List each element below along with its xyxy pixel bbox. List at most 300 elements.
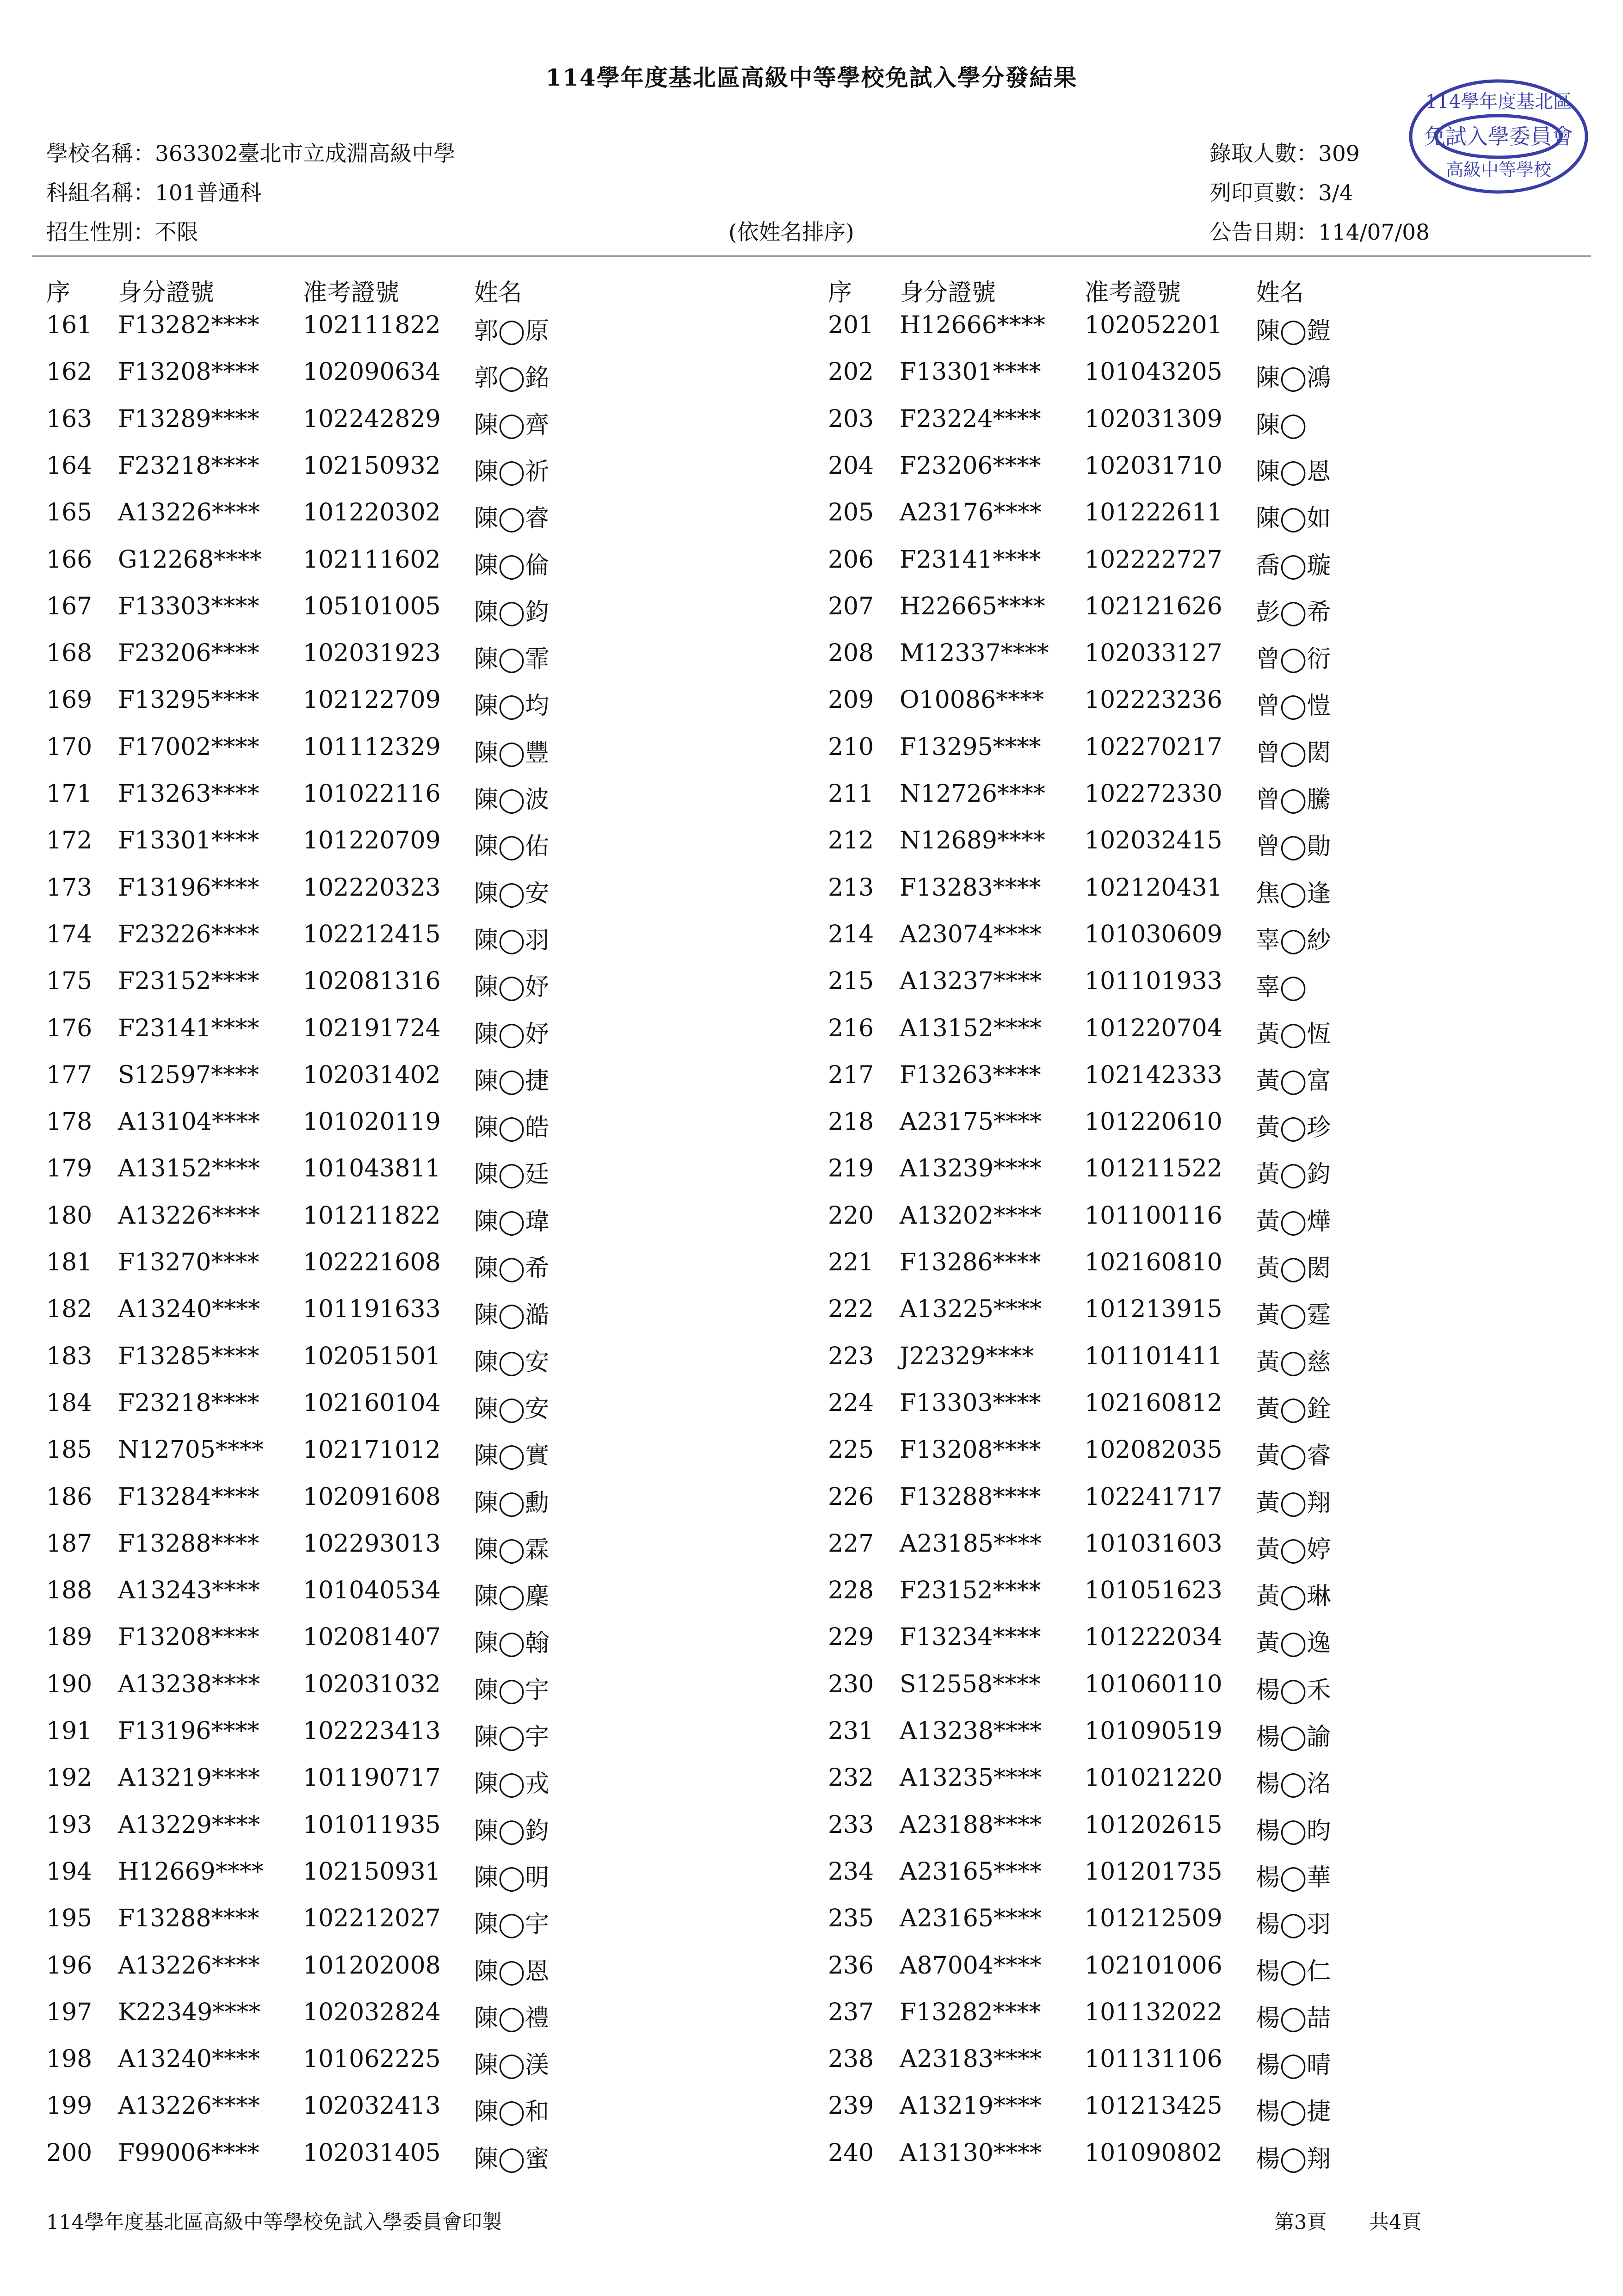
cell-id: F13234**** bbox=[900, 1623, 1041, 1652]
cell-exam: 102082035 bbox=[1085, 1436, 1222, 1464]
cell-id: F23218**** bbox=[118, 452, 259, 480]
cell-id: F13283**** bbox=[900, 873, 1041, 902]
cell-seq: 234 bbox=[828, 1857, 874, 1886]
cell-exam: 101101933 bbox=[1085, 967, 1222, 996]
cell-name: 陳◯恩 bbox=[1256, 458, 1331, 486]
cell-seq: 190 bbox=[46, 1670, 93, 1698]
cell-exam: 101220302 bbox=[303, 499, 441, 527]
cell-id: F17002**** bbox=[118, 733, 259, 761]
cell-seq: 203 bbox=[828, 405, 874, 433]
cell-name: 陳◯瑋 bbox=[474, 1207, 549, 1236]
cell-seq: 228 bbox=[828, 1577, 874, 1605]
cell-name: 郭◯原 bbox=[474, 317, 549, 345]
cell-seq: 161 bbox=[46, 311, 93, 339]
cell-seq: 221 bbox=[828, 1249, 874, 1276]
cell-seq: 235 bbox=[828, 1905, 874, 1933]
cell-seq: 209 bbox=[828, 686, 874, 714]
cell-id: A13229**** bbox=[118, 1811, 260, 1839]
cell-exam: 102223236 bbox=[1085, 686, 1222, 714]
cell-id: A13219**** bbox=[900, 2092, 1042, 2120]
cell-exam: 102212027 bbox=[303, 1905, 441, 1933]
cell-name: 陳◯鈞 bbox=[474, 598, 549, 626]
cell-seq: 189 bbox=[46, 1623, 93, 1652]
cell-seq: 171 bbox=[46, 780, 93, 808]
cell-exam: 101202008 bbox=[303, 1951, 441, 1980]
cell-name: 楊◯洺 bbox=[1256, 1770, 1331, 1798]
cell-exam: 102090634 bbox=[303, 358, 441, 386]
cell-seq: 178 bbox=[46, 1108, 93, 1136]
cell-id: A13226**** bbox=[118, 499, 260, 527]
cell-name: 陳◯安 bbox=[474, 1395, 549, 1423]
cell-exam: 101191633 bbox=[303, 1295, 441, 1324]
cell-exam: 101090802 bbox=[1085, 2139, 1222, 2167]
cell-exam: 101211522 bbox=[1085, 1155, 1222, 1183]
cell-name: 陳◯倫 bbox=[474, 551, 549, 580]
cell-id: S12597**** bbox=[118, 1061, 259, 1089]
cell-name: 陳◯鈞 bbox=[474, 1817, 549, 1845]
cell-name: 陳◯宇 bbox=[474, 1723, 549, 1751]
cell-name: 陳◯麇 bbox=[474, 1583, 549, 1611]
cell-name: 陳◯蜜 bbox=[474, 2145, 549, 2173]
cell-id: A23183**** bbox=[900, 2045, 1042, 2073]
cell-id: F13208**** bbox=[118, 1623, 259, 1652]
cell-seq: 219 bbox=[828, 1155, 874, 1183]
cell-seq: 195 bbox=[46, 1905, 93, 1933]
cell-name: 黃◯慈 bbox=[1256, 1348, 1331, 1376]
cell-id: A13104**** bbox=[118, 1108, 260, 1136]
cell-exam: 101211822 bbox=[303, 1201, 441, 1230]
cell-exam: 102091608 bbox=[303, 1483, 441, 1511]
cell-name: 楊◯捷 bbox=[1256, 2098, 1331, 2126]
cell-id: F13303**** bbox=[118, 592, 259, 620]
cell-seq: 207 bbox=[828, 592, 874, 620]
col-seq-right: 序 bbox=[828, 279, 852, 307]
cell-exam: 102051501 bbox=[303, 1342, 441, 1370]
col-name-left: 姓名 bbox=[474, 279, 523, 307]
cell-seq: 213 bbox=[828, 873, 874, 902]
col-exam-right: 准考證號 bbox=[1085, 279, 1181, 307]
cell-seq: 223 bbox=[828, 1342, 874, 1370]
cell-name: 陳◯妤 bbox=[474, 1020, 549, 1048]
cell-exam: 101051623 bbox=[1085, 1577, 1222, 1605]
cell-exam: 102032413 bbox=[303, 2092, 441, 2120]
cell-seq: 220 bbox=[828, 1201, 874, 1230]
cell-exam: 102031405 bbox=[303, 2139, 441, 2167]
cell-name: 黃◯富 bbox=[1256, 1067, 1331, 1095]
cell-name: 曾◯愷 bbox=[1256, 692, 1331, 720]
cell-id: A23175**** bbox=[900, 1108, 1042, 1136]
cell-seq: 187 bbox=[46, 1529, 93, 1558]
cell-seq: 208 bbox=[828, 639, 874, 668]
cell-id: A13202**** bbox=[900, 1201, 1042, 1230]
cell-id: A13226**** bbox=[118, 2092, 260, 2120]
cell-seq: 163 bbox=[46, 405, 93, 433]
cell-seq: 214 bbox=[828, 920, 874, 948]
footer-page: 第3頁 bbox=[1274, 2211, 1327, 2234]
cell-exam: 101030609 bbox=[1085, 920, 1222, 948]
cell-exam: 102121626 bbox=[1085, 592, 1222, 620]
cell-seq: 238 bbox=[828, 2045, 874, 2073]
cell-id: A13238**** bbox=[900, 1717, 1042, 1745]
cell-name: 陳◯佑 bbox=[474, 833, 549, 861]
cell-id: F99006**** bbox=[118, 2139, 259, 2167]
cell-name: 曾◯衍 bbox=[1256, 645, 1331, 674]
cell-name: 陳◯鎧 bbox=[1256, 317, 1331, 345]
cell-name: 陳◯鴻 bbox=[1256, 364, 1331, 392]
cell-id: F23141**** bbox=[118, 1014, 259, 1042]
cell-exam: 102031710 bbox=[1085, 452, 1222, 480]
col-seq-left: 序 bbox=[46, 279, 71, 307]
cell-exam: 102031032 bbox=[303, 1670, 441, 1698]
cell-name: 陳◯明 bbox=[474, 1863, 549, 1892]
cell-exam: 102223413 bbox=[303, 1717, 441, 1745]
cell-seq: 206 bbox=[828, 545, 874, 574]
cell-exam: 101131106 bbox=[1085, 2045, 1222, 2073]
cell-seq: 164 bbox=[46, 452, 93, 480]
cell-seq: 182 bbox=[46, 1295, 93, 1324]
cell-id: F23206**** bbox=[900, 452, 1041, 480]
cell-id: A13235**** bbox=[900, 1764, 1042, 1792]
cell-id: F13289**** bbox=[118, 405, 259, 433]
committee-seal bbox=[1406, 76, 1591, 197]
cell-exam: 102032824 bbox=[303, 1998, 441, 2026]
cell-name: 陳◯皓 bbox=[474, 1114, 549, 1142]
cell-exam: 101043205 bbox=[1085, 358, 1222, 386]
cell-id: N12705**** bbox=[118, 1436, 264, 1464]
cell-exam: 102033127 bbox=[1085, 639, 1222, 668]
cell-id: F23141**** bbox=[900, 545, 1041, 574]
page-title: 114學年度基北區高級中等學校免試入學分發結果 bbox=[545, 64, 1078, 91]
cell-id: A13243**** bbox=[118, 1577, 260, 1605]
cell-name: 黃◯珍 bbox=[1256, 1114, 1331, 1142]
cell-exam: 101031603 bbox=[1085, 1529, 1222, 1558]
cell-seq: 227 bbox=[828, 1529, 874, 1558]
cell-id: F13303**** bbox=[900, 1389, 1041, 1417]
cell-exam: 101201735 bbox=[1085, 1857, 1222, 1886]
cell-name: 陳◯霖 bbox=[474, 1535, 549, 1564]
cell-name: 黃◯睿 bbox=[1256, 1442, 1331, 1470]
cell-id: G12268**** bbox=[118, 545, 262, 574]
cell-name: 楊◯喆 bbox=[1256, 2004, 1331, 2032]
cell-seq: 172 bbox=[46, 827, 93, 855]
cell-exam: 101220610 bbox=[1085, 1108, 1222, 1136]
cell-name: 楊◯仁 bbox=[1256, 1957, 1331, 1986]
cell-name: 陳◯勳 bbox=[474, 1489, 549, 1517]
cell-seq: 177 bbox=[46, 1061, 93, 1089]
cell-seq: 212 bbox=[828, 827, 874, 855]
cell-id: N12689**** bbox=[900, 827, 1045, 855]
cell-exam: 102160810 bbox=[1085, 1249, 1222, 1276]
cell-seq: 222 bbox=[828, 1295, 874, 1324]
announce-date: 公告日期：114/07/08 bbox=[1210, 220, 1430, 245]
cell-id: F23152**** bbox=[118, 967, 259, 996]
cell-name: 楊◯昀 bbox=[1256, 1817, 1331, 1845]
cell-id: F13196**** bbox=[118, 873, 259, 902]
cell-seq: 180 bbox=[46, 1201, 93, 1230]
cell-id: H22665**** bbox=[900, 592, 1045, 620]
cell-exam: 102220323 bbox=[303, 873, 441, 902]
cell-seq: 211 bbox=[828, 780, 874, 808]
cell-exam: 102242829 bbox=[303, 405, 441, 433]
cell-seq: 192 bbox=[46, 1764, 93, 1792]
cell-name: 彭◯希 bbox=[1256, 598, 1331, 626]
cell-id: F23226**** bbox=[118, 920, 259, 948]
cell-seq: 188 bbox=[46, 1577, 93, 1605]
school-name: 學校名稱：363302臺北市立成淵高級中學 bbox=[46, 141, 456, 167]
cell-name: 黃◯逸 bbox=[1256, 1629, 1331, 1658]
cell-seq: 210 bbox=[828, 733, 874, 761]
cell-id: F13284**** bbox=[118, 1483, 259, 1511]
cell-id: O10086**** bbox=[900, 686, 1044, 714]
cell-exam: 102111822 bbox=[303, 311, 441, 339]
cell-exam: 102160812 bbox=[1085, 1389, 1222, 1417]
cell-seq: 197 bbox=[46, 1998, 93, 2026]
cell-id: F13288**** bbox=[118, 1529, 259, 1558]
cell-id: F13263**** bbox=[900, 1061, 1041, 1089]
cell-seq: 181 bbox=[46, 1249, 93, 1276]
cell-name: 陳◯翰 bbox=[474, 1629, 549, 1658]
cell-id: A13237**** bbox=[900, 967, 1042, 996]
cell-seq: 204 bbox=[828, 452, 874, 480]
cell-exam: 102191724 bbox=[303, 1014, 441, 1042]
cell-seq: 218 bbox=[828, 1108, 874, 1136]
cell-name: 黃◯霆 bbox=[1256, 1301, 1331, 1330]
cell-seq: 176 bbox=[46, 1014, 93, 1042]
cell-id: A87004**** bbox=[900, 1951, 1042, 1980]
cell-name: 陳◯妤 bbox=[474, 973, 549, 1002]
cell-exam: 102031402 bbox=[303, 1061, 441, 1089]
cell-name: 郭◯銘 bbox=[474, 364, 549, 392]
col-id-left: 身分證號 bbox=[118, 279, 215, 307]
cell-id: A13152**** bbox=[900, 1014, 1042, 1042]
cell-seq: 239 bbox=[828, 2092, 874, 2120]
cell-exam: 101060110 bbox=[1085, 1670, 1222, 1698]
cell-id: F13295**** bbox=[118, 686, 259, 714]
cell-name: 陳◯廷 bbox=[474, 1161, 549, 1189]
cell-seq: 226 bbox=[828, 1483, 874, 1511]
cell-seq: 191 bbox=[46, 1717, 93, 1745]
cell-id: A13240**** bbox=[118, 1295, 260, 1324]
seal-bottom-text: 高級中等學校 bbox=[1445, 160, 1552, 180]
cell-exam: 102160104 bbox=[303, 1389, 441, 1417]
cell-seq: 184 bbox=[46, 1389, 93, 1417]
cell-exam: 101213425 bbox=[1085, 2092, 1222, 2120]
cell-exam: 102150931 bbox=[303, 1857, 441, 1886]
cell-exam: 105101005 bbox=[303, 592, 441, 620]
cell-name: 陳◯波 bbox=[474, 786, 549, 814]
cell-id: A23165**** bbox=[900, 1857, 1042, 1886]
cell-id: F13196**** bbox=[118, 1717, 259, 1745]
cell-exam: 101202615 bbox=[1085, 1811, 1222, 1839]
cell-name: 陳◯羽 bbox=[474, 926, 549, 954]
cell-id: A13226**** bbox=[118, 1951, 260, 1980]
cell-id: F13270**** bbox=[118, 1249, 259, 1276]
cell-exam: 102150932 bbox=[303, 452, 441, 480]
cell-name: 陳◯和 bbox=[474, 2098, 549, 2126]
cell-name: 陳◯渼 bbox=[474, 2051, 549, 2079]
cell-name: 黃◯燁 bbox=[1256, 1207, 1331, 1236]
cell-name: 楊◯羽 bbox=[1256, 1911, 1331, 1939]
cell-seq: 196 bbox=[46, 1951, 93, 1980]
seal-middle-text: 免試入學委員會 bbox=[1424, 124, 1573, 149]
sort-note: (依姓名排序) bbox=[728, 220, 854, 245]
cell-seq: 237 bbox=[828, 1998, 874, 2026]
cell-name: 黃◯閎 bbox=[1256, 1255, 1331, 1282]
cell-name: 楊◯華 bbox=[1256, 1863, 1331, 1892]
cell-exam: 102272330 bbox=[1085, 780, 1222, 808]
cell-id: A13240**** bbox=[118, 2045, 260, 2073]
cell-id: A13238**** bbox=[118, 1670, 260, 1698]
cell-name: 陳◯霏 bbox=[474, 645, 549, 674]
cell-id: F13282**** bbox=[118, 311, 259, 339]
cell-id: F23218**** bbox=[118, 1389, 259, 1417]
print-pages: 列印頁數：3/4 bbox=[1210, 180, 1353, 206]
cell-name: 辜◯ bbox=[1256, 973, 1307, 1002]
cell-name: 黃◯銓 bbox=[1256, 1395, 1331, 1423]
cell-name: 陳◯ bbox=[1256, 411, 1307, 439]
cell-seq: 169 bbox=[46, 686, 93, 714]
cell-seq: 217 bbox=[828, 1061, 874, 1089]
cell-seq: 230 bbox=[828, 1670, 874, 1698]
cell-id: J22329**** bbox=[900, 1342, 1034, 1370]
cell-seq: 229 bbox=[828, 1623, 874, 1652]
cell-seq: 185 bbox=[46, 1436, 93, 1464]
cell-id: A13130**** bbox=[900, 2139, 1042, 2167]
cell-exam: 102171012 bbox=[303, 1436, 441, 1464]
cell-id: F23206**** bbox=[118, 639, 259, 668]
cell-seq: 166 bbox=[46, 545, 93, 574]
cell-exam: 101132022 bbox=[1085, 1998, 1222, 2026]
cell-exam: 102212415 bbox=[303, 920, 441, 948]
cell-exam: 101222034 bbox=[1085, 1623, 1222, 1652]
cell-seq: 186 bbox=[46, 1483, 93, 1511]
footer-total: 共4頁 bbox=[1369, 2211, 1422, 2234]
cell-exam: 101101411 bbox=[1085, 1342, 1222, 1370]
cell-name: 陳◯希 bbox=[474, 1255, 549, 1282]
cell-id: A13152**** bbox=[118, 1155, 260, 1183]
cell-exam: 101213915 bbox=[1085, 1295, 1222, 1324]
cell-seq: 205 bbox=[828, 499, 874, 527]
cell-name: 陳◯戎 bbox=[474, 1770, 549, 1798]
cell-exam: 102081316 bbox=[303, 967, 441, 996]
cell-exam: 102293013 bbox=[303, 1529, 441, 1558]
cell-name: 曾◯勛 bbox=[1256, 833, 1331, 861]
cell-exam: 102031923 bbox=[303, 639, 441, 668]
cell-seq: 202 bbox=[828, 358, 874, 386]
cell-id: A13219**** bbox=[118, 1764, 260, 1792]
cell-exam: 102221608 bbox=[303, 1249, 441, 1276]
cell-id: A23165**** bbox=[900, 1905, 1042, 1933]
cell-name: 陳◯安 bbox=[474, 879, 549, 908]
cell-id: A13239**** bbox=[900, 1155, 1042, 1183]
cell-id: A13226**** bbox=[118, 1201, 260, 1230]
cell-seq: 174 bbox=[46, 920, 93, 948]
cell-exam: 102111602 bbox=[303, 545, 441, 574]
cell-exam: 101090519 bbox=[1085, 1717, 1222, 1745]
cell-seq: 179 bbox=[46, 1155, 93, 1183]
cell-name: 曾◯騰 bbox=[1256, 786, 1331, 814]
cell-exam: 101040534 bbox=[303, 1577, 441, 1605]
cell-exam: 101100116 bbox=[1085, 1201, 1222, 1230]
col-exam-left: 准考證號 bbox=[303, 279, 400, 307]
admitted-count: 錄取人數：309 bbox=[1210, 141, 1360, 167]
cell-id: A23185**** bbox=[900, 1529, 1042, 1558]
cell-id: H12666**** bbox=[900, 311, 1045, 339]
cell-id: A23176**** bbox=[900, 499, 1042, 527]
cell-exam: 101220709 bbox=[303, 827, 441, 855]
cell-id: F13288**** bbox=[900, 1483, 1041, 1511]
cell-exam: 101020119 bbox=[303, 1108, 441, 1136]
cell-seq: 225 bbox=[828, 1436, 874, 1464]
cell-name: 黃◯婷 bbox=[1256, 1535, 1331, 1564]
cell-name: 楊◯諭 bbox=[1256, 1723, 1331, 1751]
cell-id: F23224**** bbox=[900, 405, 1041, 433]
cell-seq: 175 bbox=[46, 967, 93, 996]
cell-id: F13288**** bbox=[118, 1905, 259, 1933]
cell-name: 曾◯閎 bbox=[1256, 739, 1331, 767]
cell-name: 焦◯逢 bbox=[1256, 879, 1331, 908]
cell-seq: 167 bbox=[46, 592, 93, 620]
cell-seq: 170 bbox=[46, 733, 93, 761]
footer-printer: 114學年度基北區高級中等學校免試入學委員會印製 bbox=[46, 2211, 502, 2234]
cell-seq: 236 bbox=[828, 1951, 874, 1980]
cell-exam: 101220704 bbox=[1085, 1014, 1222, 1042]
cell-id: H12669**** bbox=[118, 1857, 264, 1886]
cell-seq: 199 bbox=[46, 2092, 93, 2120]
cell-seq: 165 bbox=[46, 499, 93, 527]
cell-exam: 102222727 bbox=[1085, 545, 1222, 574]
cell-name: 陳◯澔 bbox=[474, 1301, 549, 1330]
cell-id: F13282**** bbox=[900, 1998, 1041, 2026]
cell-name: 陳◯實 bbox=[474, 1442, 549, 1470]
cell-id: S12558**** bbox=[900, 1670, 1041, 1698]
cell-seq: 168 bbox=[46, 639, 93, 668]
cell-seq: 193 bbox=[46, 1811, 93, 1839]
cell-seq: 233 bbox=[828, 1811, 874, 1839]
cell-name: 陳◯齊 bbox=[474, 411, 549, 439]
cell-id: F13208**** bbox=[118, 358, 259, 386]
cell-name: 楊◯翔 bbox=[1256, 2145, 1331, 2173]
cell-name: 陳◯安 bbox=[474, 1348, 549, 1376]
cell-exam: 102122709 bbox=[303, 686, 441, 714]
cell-id: K22349**** bbox=[118, 1998, 261, 2026]
cell-seq: 173 bbox=[46, 873, 93, 902]
cell-id: F13286**** bbox=[900, 1249, 1041, 1276]
cell-name: 黃◯翔 bbox=[1256, 1489, 1331, 1517]
col-id-right: 身分證號 bbox=[900, 279, 996, 307]
cell-name: 陳◯祈 bbox=[474, 458, 549, 486]
cell-seq: 198 bbox=[46, 2045, 93, 2073]
cell-seq: 215 bbox=[828, 967, 874, 996]
cell-exam: 102052201 bbox=[1085, 311, 1222, 339]
cell-seq: 231 bbox=[828, 1717, 874, 1745]
cell-name: 黃◯琳 bbox=[1256, 1583, 1331, 1611]
cell-name: 黃◯恆 bbox=[1256, 1020, 1331, 1048]
cell-exam: 101043811 bbox=[303, 1155, 441, 1183]
cell-name: 陳◯宇 bbox=[474, 1911, 549, 1939]
cell-name: 楊◯禾 bbox=[1256, 1676, 1331, 1704]
cell-exam: 102120431 bbox=[1085, 873, 1222, 902]
cell-seq: 200 bbox=[46, 2139, 93, 2167]
cell-exam: 101011935 bbox=[303, 1811, 441, 1839]
cell-name: 黃◯鈞 bbox=[1256, 1161, 1331, 1189]
cell-exam: 101062225 bbox=[303, 2045, 441, 2073]
cell-exam: 101112329 bbox=[303, 733, 441, 761]
cell-exam: 101022116 bbox=[303, 780, 441, 808]
cell-exam: 102142333 bbox=[1085, 1061, 1222, 1089]
cell-id: M12337**** bbox=[900, 639, 1049, 668]
cell-seq: 240 bbox=[828, 2139, 874, 2167]
